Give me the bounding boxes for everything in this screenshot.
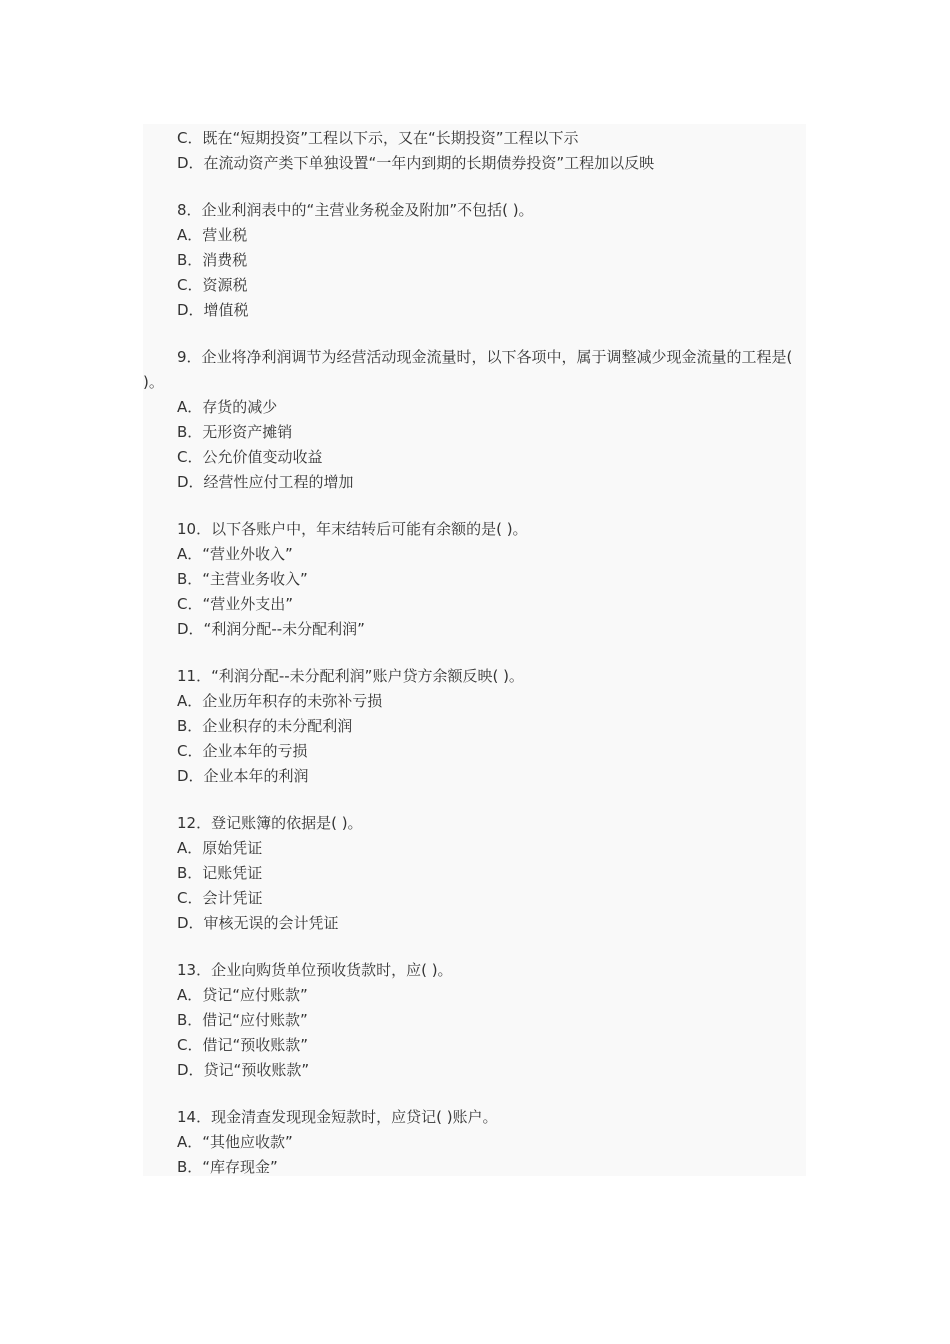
answer-option: D．贷记“预收账款”	[177, 1061, 310, 1079]
answer-option: A．企业历年积存的未弥补亏损	[177, 692, 383, 710]
paragraph-gap	[143, 1083, 806, 1105]
question-stem: 11．“利润分配--未分配利润”账户贷方余额反映( )。	[177, 667, 524, 685]
answer-option: A．原始凭证	[177, 839, 263, 857]
question-stem: 14．现金清查发现现金短款时，应贷记( )账户。	[177, 1108, 498, 1126]
answer-option: D．经营性应付工程的增加	[177, 473, 354, 491]
answer-option: B．无形资产摊销	[177, 423, 293, 441]
paragraph-gap	[143, 323, 806, 345]
paragraph-gap	[143, 176, 806, 198]
question-stem: 10．以下各账户中，年末结转后可能有余额的是( )。	[177, 520, 528, 538]
paragraph-gap	[143, 936, 806, 958]
question-stem: 8．企业利润表中的“主营业务税金及附加”不包括( )。	[177, 201, 534, 219]
answer-option: B．记账凭证	[177, 864, 263, 882]
answer-option: B．“库存现金”	[177, 1158, 278, 1176]
answer-option: D．企业本年的利润	[177, 767, 309, 785]
answer-option: B．企业积存的未分配利润	[177, 717, 353, 735]
answer-option: A．贷记“应付账款”	[177, 986, 308, 1004]
answer-option: C．借记“预收账款”	[177, 1036, 309, 1054]
answer-option: C．会计凭证	[177, 889, 263, 907]
answer-option: B．消费税	[177, 251, 248, 269]
answer-option: C．企业本年的亏损	[177, 742, 308, 760]
paragraph-gap	[143, 495, 806, 517]
question-stem: 12．登记账簿的依据是( )。	[177, 814, 363, 832]
answer-option: D．审核无误的会计凭证	[177, 914, 339, 932]
answer-option: C．“营业外支出”	[177, 595, 294, 613]
answer-option: C．公允价值变动收益	[177, 448, 323, 466]
answer-option: A．营业税	[177, 226, 248, 244]
document-content	[143, 124, 806, 1176]
answer-option: A．“其他应收款”	[177, 1133, 293, 1151]
answer-option: D．在流动资产类下单独设置“一年内到期的长期债券投资”工程加以反映	[177, 154, 655, 172]
answer-option: B．“主营业务收入”	[177, 570, 308, 588]
answer-option: C．既在“短期投资”工程以下示，又在“长期投资”工程以下示	[177, 129, 579, 147]
question-stem: 9．企业将净利润调节为经营活动现金流量时，以下各项中，属于调整减少现金流量的工程是( )。	[143, 348, 793, 391]
question-stem: 13．企业向购货单位预收货款时，应( )。	[177, 961, 453, 979]
paragraph-gap	[143, 789, 806, 811]
answer-option: A．“营业外收入”	[177, 545, 293, 563]
answer-option: A．存货的减少	[177, 398, 278, 416]
answer-option: D．增值税	[177, 301, 249, 319]
answer-option: B．借记“应付账款”	[177, 1011, 308, 1029]
answer-option: D．“利润分配--未分配利润”	[177, 620, 365, 638]
paragraph-gap	[143, 642, 806, 664]
answer-option: C．资源税	[177, 276, 248, 294]
